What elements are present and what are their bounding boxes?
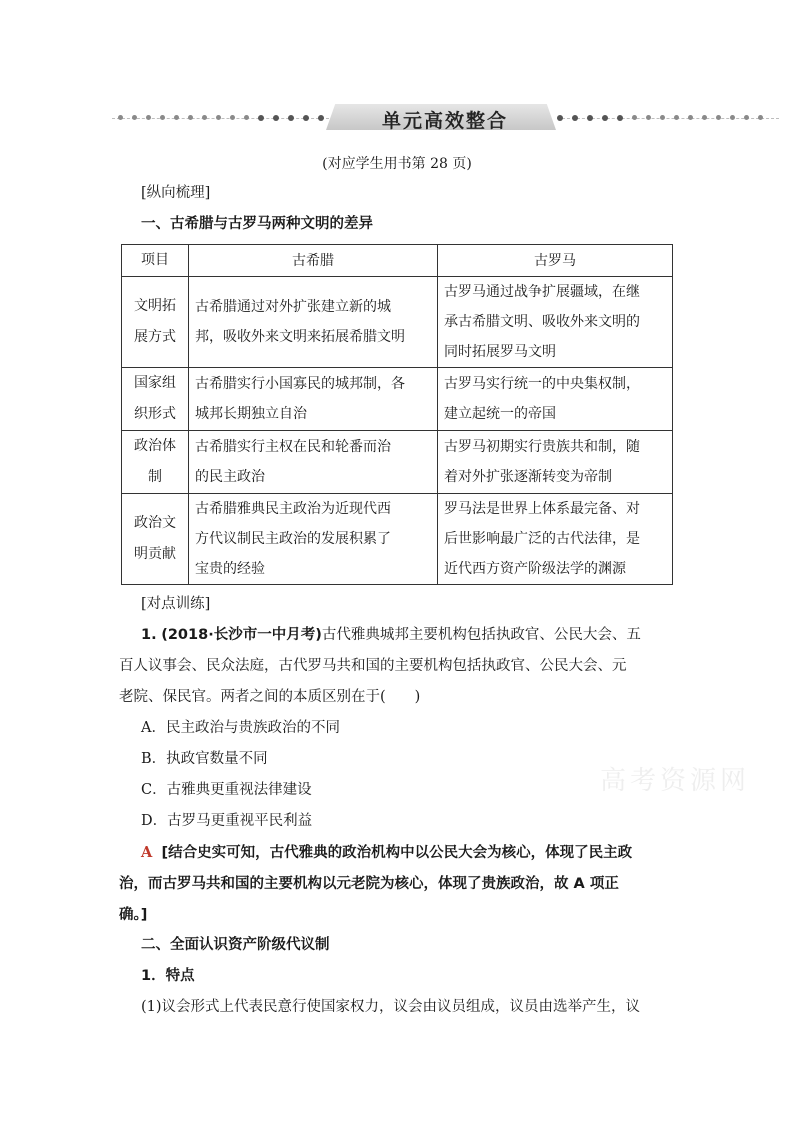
table-cell-item: 文明拓 展方式	[122, 277, 189, 368]
table-cell-item: 政治体 制	[122, 431, 189, 494]
table-row	[122, 494, 673, 585]
table-cell-greece: 古希腊实行主权在民和轮番而治 的民主政治	[189, 431, 438, 494]
page-reference: (对应学生用书第 28 页)	[322, 156, 472, 172]
answer-line-3: 确。]	[119, 907, 148, 923]
table-header-row	[122, 245, 673, 277]
heading-bourgeois-system: 二、全面认识资产阶级代议制	[141, 937, 330, 953]
watermark: 高考资源网	[600, 766, 751, 796]
table-cell-rome: 古罗马通过战争扩展疆域，在继 承古希腊文明、吸收外来文明的 同时拓展罗马文明	[438, 277, 673, 368]
table-row	[122, 368, 673, 431]
question-text: 古代雅典城邦主要机构包括执政官、公民大会、五	[321, 627, 641, 643]
answer-text: [结合史实可知，古代雅典的政治机构中以公民大会为核心，体现了民主政	[161, 845, 633, 861]
answer-line-1	[141, 843, 632, 863]
table-cell-item: 政治文 明贡献	[122, 494, 189, 585]
table-cell-rome: 古罗马实行统一的中央集权制， 建立起统一的帝国	[438, 368, 673, 431]
question-line-3: 老院、保民官。两者之间的本质区别在于( )	[119, 689, 421, 705]
table-row	[122, 277, 673, 368]
table-cell-greece: 古希腊通过对外扩张建立新的城 邦，吸收外来文明来拓展希腊文明	[189, 277, 438, 368]
heading-greece-rome: 一、古希腊与古罗马两种文明的差异	[141, 216, 373, 232]
question-number: 1.	[141, 627, 157, 643]
section-banner	[112, 104, 778, 130]
table-cell-rome: 罗马法是世界上体系最完备、对 后世影响最广泛的古代法律，是 近代西方资产阶级法学的渊源	[438, 494, 673, 585]
option-a: A．民主政治与贵族政治的不同	[141, 720, 340, 736]
subheading-features: 1．特点	[141, 968, 195, 984]
answer-letter: A	[141, 844, 153, 861]
table-cell-rome: 古罗马初期实行贵族共和制，随 着对外扩张逐渐转变为帝制	[438, 431, 673, 494]
table-cell-item: 国家组 织形式	[122, 368, 189, 431]
feature-point-1: (1)议会形式上代表民意行使国家权力，议会由议员组成，议员由选举产生，议	[141, 999, 641, 1015]
section-label-practice: [对点训练]	[141, 596, 211, 612]
table-row	[122, 431, 673, 494]
comparison-table	[121, 244, 673, 585]
table-cell-greece: 古希腊雅典民主政治为近现代西 方代议制民主政治的发展积累了 宝贵的经验	[189, 494, 438, 585]
table-header-cell: 古希腊	[189, 245, 438, 277]
option-b: B．执政官数量不同	[141, 751, 268, 767]
option-d: D．古罗马更重视平民利益	[141, 813, 313, 829]
question-line-2: 百人议事会、民众法庭，古代罗马共和国的主要机构包括执政官、公民大会、元	[119, 658, 627, 674]
banner-right-dots	[557, 115, 763, 121]
section-label-vertical: [纵向梳理]	[141, 185, 211, 201]
table-cell-greece: 古希腊实行小国寡民的城邦制，各 城邦长期独立自治	[189, 368, 438, 431]
option-c: C．古雅典更重视法律建设	[141, 782, 312, 798]
question-line-1	[141, 625, 641, 645]
question-source: (2018·长沙市一中月考)	[161, 627, 322, 643]
table-header-cell: 古罗马	[438, 245, 673, 277]
page-title: 单元高效整合	[381, 110, 508, 132]
question-options	[141, 718, 340, 842]
answer-line-2: 治，而古罗马共和国的主要机构以元老院为核心，体现了贵族政治，故 A 项正	[119, 876, 619, 892]
table-header-cell: 项目	[122, 245, 189, 277]
